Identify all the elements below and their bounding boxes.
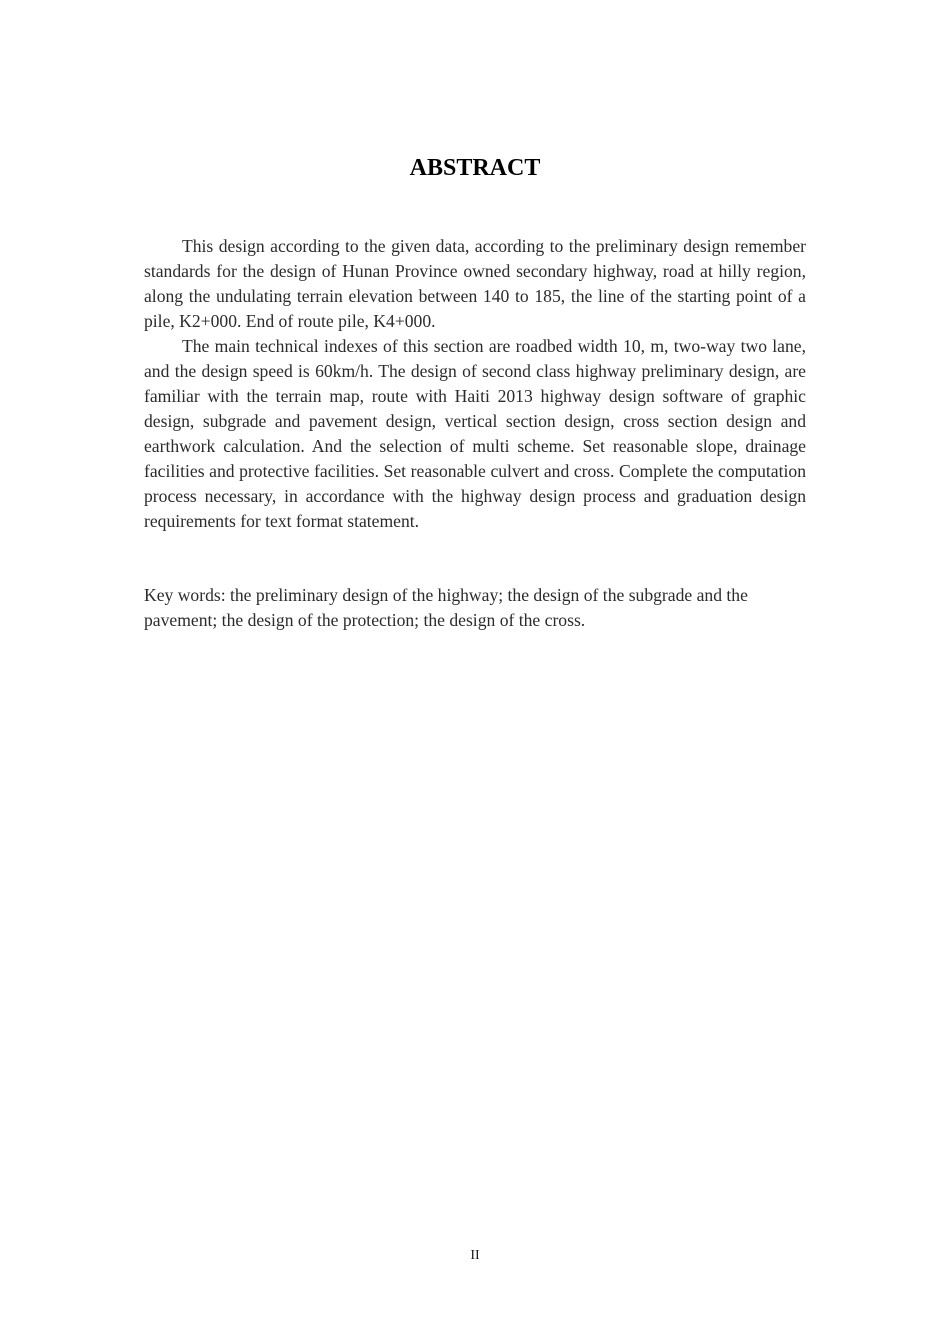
abstract-paragraph-1: This design according to the given data, according to the preliminary design remember standards for the design of Hunan Province owned secondary highway, road at hilly region, along the undulating terrain elevation between 140 to 185, the line of the starting point of a pile, K2+000. End of route pile, K4+000.: [144, 236, 806, 331]
page-number: II: [470, 1248, 480, 1263]
abstract-paragraph-2: The main technical indexes of this section are roadbed width 10, m, two-way two lane, and the design speed is 60km/h. The design of second class highway preliminary design, are familiar with the terrain map, route with Haiti 2013 highway design software of graphic design, subgrade and pavement design, vertical section design, cross section design and earthwork calculation. And the selection of multi scheme. Set reasonable slope, drainage facilities and protective facilities. Set reasonable culvert and cross. Complete the computation process necessary, in accordance with the highway design process and graduation design requirements for text format statement.: [144, 336, 806, 531]
keywords-line: Key words: the preliminary design of the highway; the design of the subgrade and the pavement; the design of the protection; the design of the cross.: [144, 585, 748, 630]
abstract-title: ABSTRACT: [409, 155, 541, 181]
abstract-body: [144, 234, 806, 534]
